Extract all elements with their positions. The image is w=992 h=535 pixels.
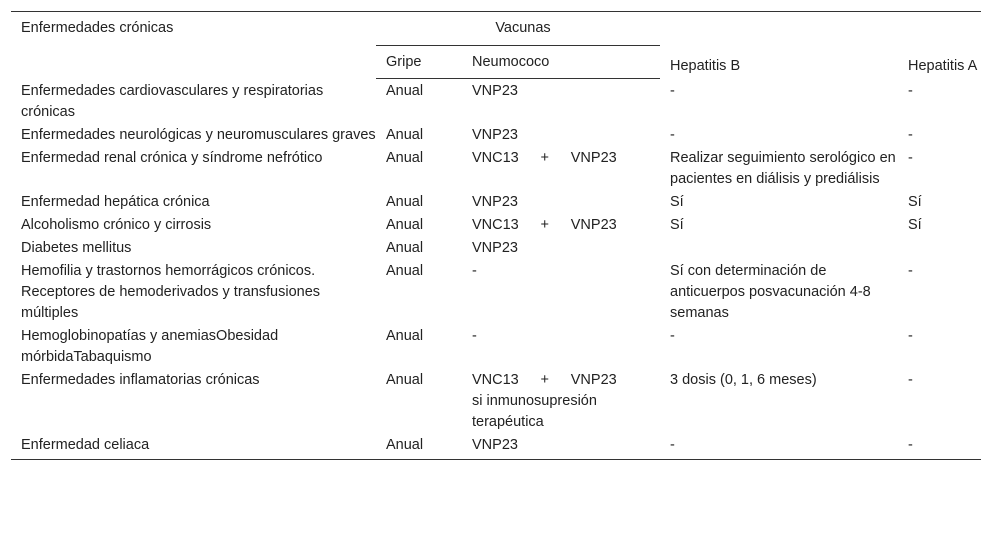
cell-hepatitis-a: Sí <box>908 193 922 210</box>
cell-enfermedad: Hemofilia y trastornos hemorrágicos crónicos. Receptores de hemoderivados y transfusiones múltiples <box>21 262 321 321</box>
neumococo-vaccine-primary: VNP23 <box>472 193 518 210</box>
cell-hepatitis-b: Sí <box>670 216 684 233</box>
cell-hepatitis-b: Sí <box>670 193 684 210</box>
cell-hepatitis-b: - <box>670 327 675 344</box>
neumococo-vaccine-secondary: VNP23 <box>570 149 617 166</box>
cell-hepatitis-a: Sí <box>908 216 922 233</box>
table-body <box>11 79 981 460</box>
neumococo-vaccine-primary: VNP23 <box>472 126 518 143</box>
cell-neumococo <box>462 325 660 369</box>
table-header <box>11 12 981 79</box>
cell-hepatitis-b: - <box>660 434 898 460</box>
cell-gripe: Anual <box>386 239 424 256</box>
header-hepatitis-a: Hepatitis A <box>898 12 981 79</box>
table-row <box>11 325 981 369</box>
cell-neumococo <box>462 369 660 434</box>
cell-neumococo <box>462 124 660 147</box>
cell-neumococo <box>462 79 660 124</box>
cell-hepatitis-b: 3 dosis (0, 1, 6 meses) <box>670 371 817 388</box>
cell-hepatitis-b: - <box>670 126 675 143</box>
cell-hepatitis-b: - <box>670 82 675 99</box>
table-row <box>11 237 981 260</box>
cell-enfermedad: Enfermedad renal crónica y síndrome nefrótico <box>21 149 323 166</box>
cell-neumococo <box>462 260 660 325</box>
cell-enfermedad: Enfermedades neurológicas y neuromusculares graves <box>21 126 376 143</box>
table-row <box>11 124 981 147</box>
header-hepatitis-b: Hepatitis B <box>660 12 898 79</box>
cell-gripe: Anual <box>376 434 462 460</box>
table-row <box>11 147 981 191</box>
neumococo-vaccine-primary: VNP23 <box>472 83 518 99</box>
cell-hepatitis-b <box>660 237 898 260</box>
cell-gripe: Anual <box>386 83 424 99</box>
cell-neumococo <box>462 191 660 214</box>
cell-gripe: Anual <box>386 262 424 279</box>
cell-gripe: Anual <box>386 149 424 166</box>
cell-enfermedad: Enfermedades cardiovasculares y respiratorias crónicas <box>21 82 324 120</box>
cell-enfermedad: Enfermedad celiaca <box>11 434 376 460</box>
cell-neumococo <box>462 434 660 460</box>
cell-enfermedad: Enfermedad hepática crónica <box>21 193 210 210</box>
table-row <box>11 369 981 434</box>
plus-sign: + <box>540 371 549 388</box>
neumococo-vaccine-primary: - <box>472 262 477 279</box>
table-row <box>11 191 981 214</box>
cell-hepatitis-b: Realizar seguimiento serológico en pacientes en diálisis y prediálisis <box>670 149 896 187</box>
cell-hepatitis-a <box>898 237 981 260</box>
cell-hepatitis-a: - <box>908 149 913 166</box>
cell-hepatitis-a: - <box>908 371 913 388</box>
cell-gripe: Anual <box>386 371 424 388</box>
cell-hepatitis-a: - <box>898 434 981 460</box>
cell-enfermedad: Hemoglobinopatías y anemiasObesidad mórbidaTabaquismo <box>21 327 279 365</box>
header-vacunas-group: Vacunas <box>376 12 660 46</box>
cell-gripe: Anual <box>386 126 424 143</box>
cell-hepatitis-a: - <box>908 262 913 279</box>
cell-enfermedad: Diabetes mellitus <box>21 239 132 256</box>
cell-hepatitis-a: - <box>908 82 913 99</box>
table-row <box>11 434 981 460</box>
neumococo-vaccine-secondary: VNP23 <box>570 216 617 233</box>
table-row <box>11 260 981 325</box>
neumococo-vaccine-primary: VNC13 <box>472 149 519 166</box>
header-neumococo: Neumococo <box>462 45 660 79</box>
neumococo-vaccine-primary: VNP23 <box>472 436 518 453</box>
cell-neumococo <box>462 237 660 260</box>
cell-enfermedad: Alcoholismo crónico y cirrosis <box>21 216 212 233</box>
table-row <box>11 79 981 124</box>
cell-neumococo <box>462 147 660 191</box>
cell-hepatitis-a: - <box>908 327 913 344</box>
cell-gripe: Anual <box>386 193 424 210</box>
cell-enfermedad: Enfermedades inflamatorias crónicas <box>21 371 260 388</box>
cell-hepatitis-a: - <box>908 126 913 143</box>
neumococo-vaccine-primary: VNP23 <box>472 239 518 256</box>
table-row <box>11 214 981 237</box>
cell-gripe: Anual <box>386 216 424 233</box>
vaccination-table <box>11 11 981 460</box>
header-enfermedades: Enfermedades crónicas <box>11 12 376 79</box>
neumococo-vaccine-primary: VNC13 <box>472 371 519 388</box>
plus-sign: + <box>540 216 549 233</box>
neumococo-vaccine-secondary: VNP23 <box>570 371 617 388</box>
neumococo-vaccine-primary: - <box>472 327 477 344</box>
plus-sign: + <box>540 149 549 166</box>
cell-neumococo <box>462 214 660 237</box>
header-row-top <box>11 12 981 46</box>
header-gripe: Gripe <box>376 45 462 79</box>
neumococo-vaccine-primary: VNC13 <box>472 216 519 233</box>
neumococo-condition: si inmunosupresión terapéutica <box>472 392 597 430</box>
cell-gripe: Anual <box>386 327 424 344</box>
cell-hepatitis-b: Sí con determinación de anticuerpos posvacunación 4-8 semanas <box>670 262 871 321</box>
